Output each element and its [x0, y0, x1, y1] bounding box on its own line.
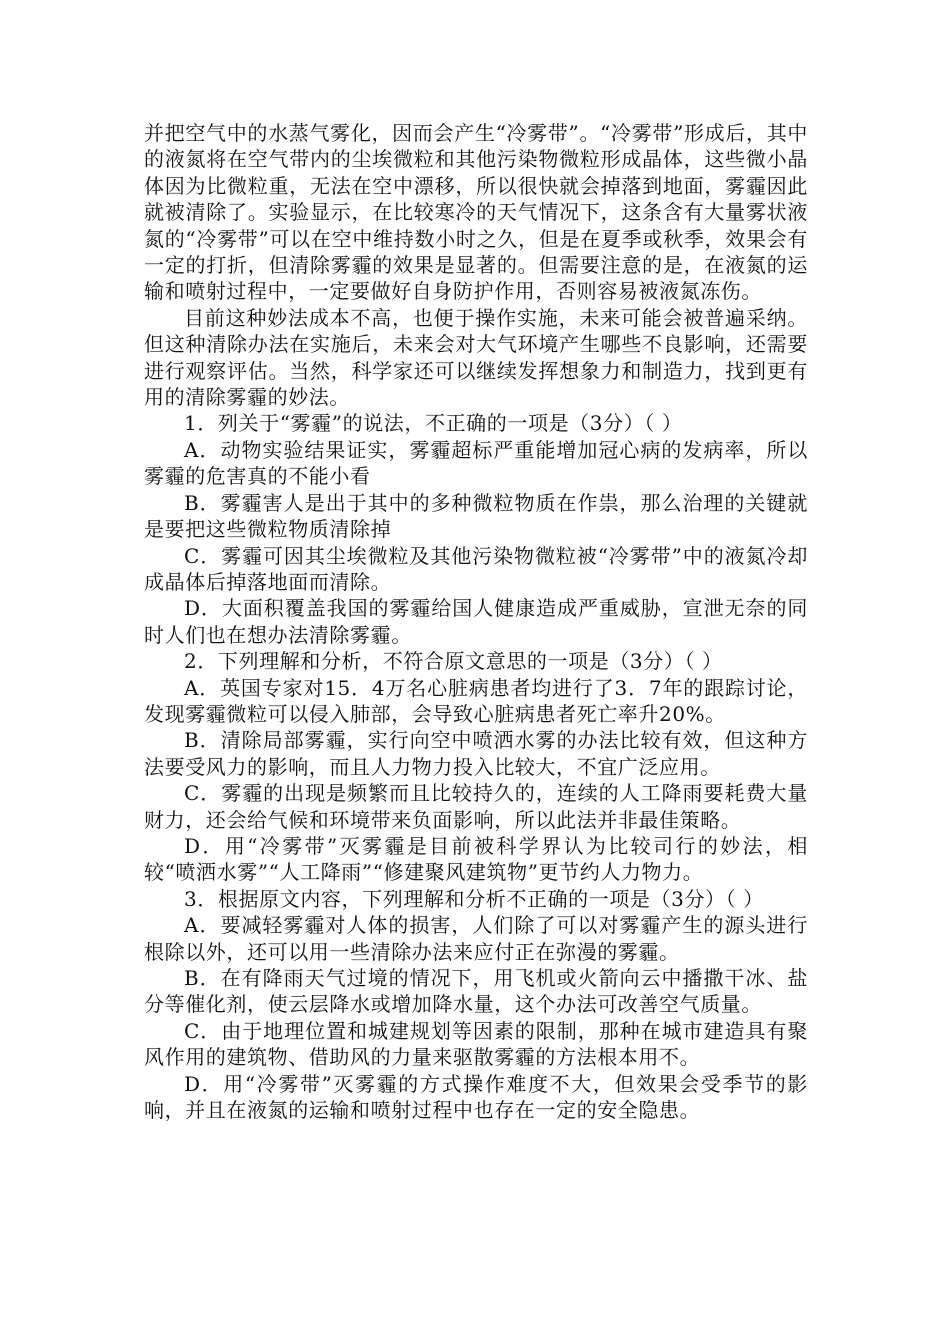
- question-3-option-d: D．用“冷雾带”灭雾霾的方式操作难度不大，但效果会受季节的影响，并且在液氮的运输和喷射过程中也存在一定的安全隐患。: [144, 1071, 808, 1123]
- passage-paragraph-1: 并把空气中的水蒸气雾化，因而会产生“冷雾带”。“冷雾带”形成后，其中的液氮将在空气带内的尘埃微粒和其他污染物微粒形成晶体，这些微小晶体因为比微粒重，无法在空中漂移，所以很快就会掉落到地面，雾霾因此就被清除了。实验显示，在比较寒冷的天气情况下，这条含有大量雾状液氮的“冷雾带”可以在空中维持数小时之久，但是在夏季或秋季，效果会有一定的打折，但清除雾霾的效果是显著的。但需要注意的是，在液氮的运输和喷射过程中，一定要做好自身防护作用，否则容易被液氮冻伤。: [144, 121, 808, 304]
- question-2: [144, 648, 808, 886]
- question-3-stem: 3．根据原文内容，下列理解和分析不正确的一项是（3分）（ ）: [184, 886, 764, 911]
- question-2-option-c: C．雾霾的出现是频繁而且比较持久的，连续的人工降雨要耗费大量财力，还会给气候和环境带来负面影响，所以此法并非最佳策略。: [144, 781, 808, 832]
- question-1-option-a: A．动物实验结果证实，雾霾超标严重能增加冠心病的发病率，所以雾霾的危害真的不能小看: [144, 437, 808, 489]
- question-1: [144, 410, 808, 648]
- question-1-option-c: C．雾霾可因其尘埃微粒及其他污染物微粒被“冷雾带”中的液氮冷却成晶体后掉落地面而清除。: [144, 543, 808, 594]
- question-1-option-b: B．雾霾害人是出于其中的多种微粒物质在作祟，那么治理的关键就是要把这些微粒物质清除掉: [144, 490, 808, 542]
- question-3: [144, 886, 808, 1124]
- document-page: [144, 120, 808, 1123]
- passage-paragraph-2: 目前这种妙法成本不高，也便于操作实施，未来可能会被普遍采纳。但这种清除办法在实施后，未来会对大气环境产生哪些不良影响，还需要进行观察评估。当然，科学家还可以继续发挥想象力和制造力，找到更有用的清除雾霾的妙法。: [144, 305, 808, 410]
- question-2-stem: 2．下列理解和分析，不符合原文意思的一项是（3分）（ ）: [184, 649, 723, 674]
- question-1-stem: 1．列关于“雾霾”的说法，不正确的一项是（3分）（ ）: [184, 411, 683, 436]
- question-3-option-a: A．要减轻雾霾对人体的损害，人们除了可以对雾霾产生的源头进行根除以外，还可以用一些清除办法来应付正在弥漫的雾霾。: [144, 913, 808, 964]
- question-3-option-b: B．在有降雨天气过境的情况下，用飞机或火箭向云中播撒干冰、盐分等催化剂，使云层降水或增加降水量，这个办法可改善空气质量。: [144, 966, 808, 1017]
- question-2-option-a: A．英国专家对15．4万名心脏病患者均进行了3．7年的跟踪讨论，发现雾霾微粒可以侵入肺部，会导致心脏病患者死亡率升20%。: [144, 675, 808, 726]
- question-2-option-d: D．用“冷雾带”灭雾霾是目前被科学界认为比较司行的妙法，相较“喷洒水雾”“人工降雨”“修建聚风建筑物”更节约人力物力。: [144, 833, 808, 885]
- question-3-option-c: C．由于地理位置和城建规划等因素的限制，那种在城市建造具有聚风作用的建筑物、借助风的力量来驱散雾霾的方法根本用不。: [144, 1018, 808, 1070]
- question-1-option-d: D．大面积覆盖我国的雾霾给国人健康造成严重威胁，宣泄无奈的同时人们也在想办法清除雾霾。: [144, 596, 808, 647]
- question-2-option-b: B．清除局部雾霾，实行向空中喷洒水雾的办法比较有效，但这种方法要受风力的影响，而且人力物力投入比较大，不宜广泛应用。: [144, 728, 808, 779]
